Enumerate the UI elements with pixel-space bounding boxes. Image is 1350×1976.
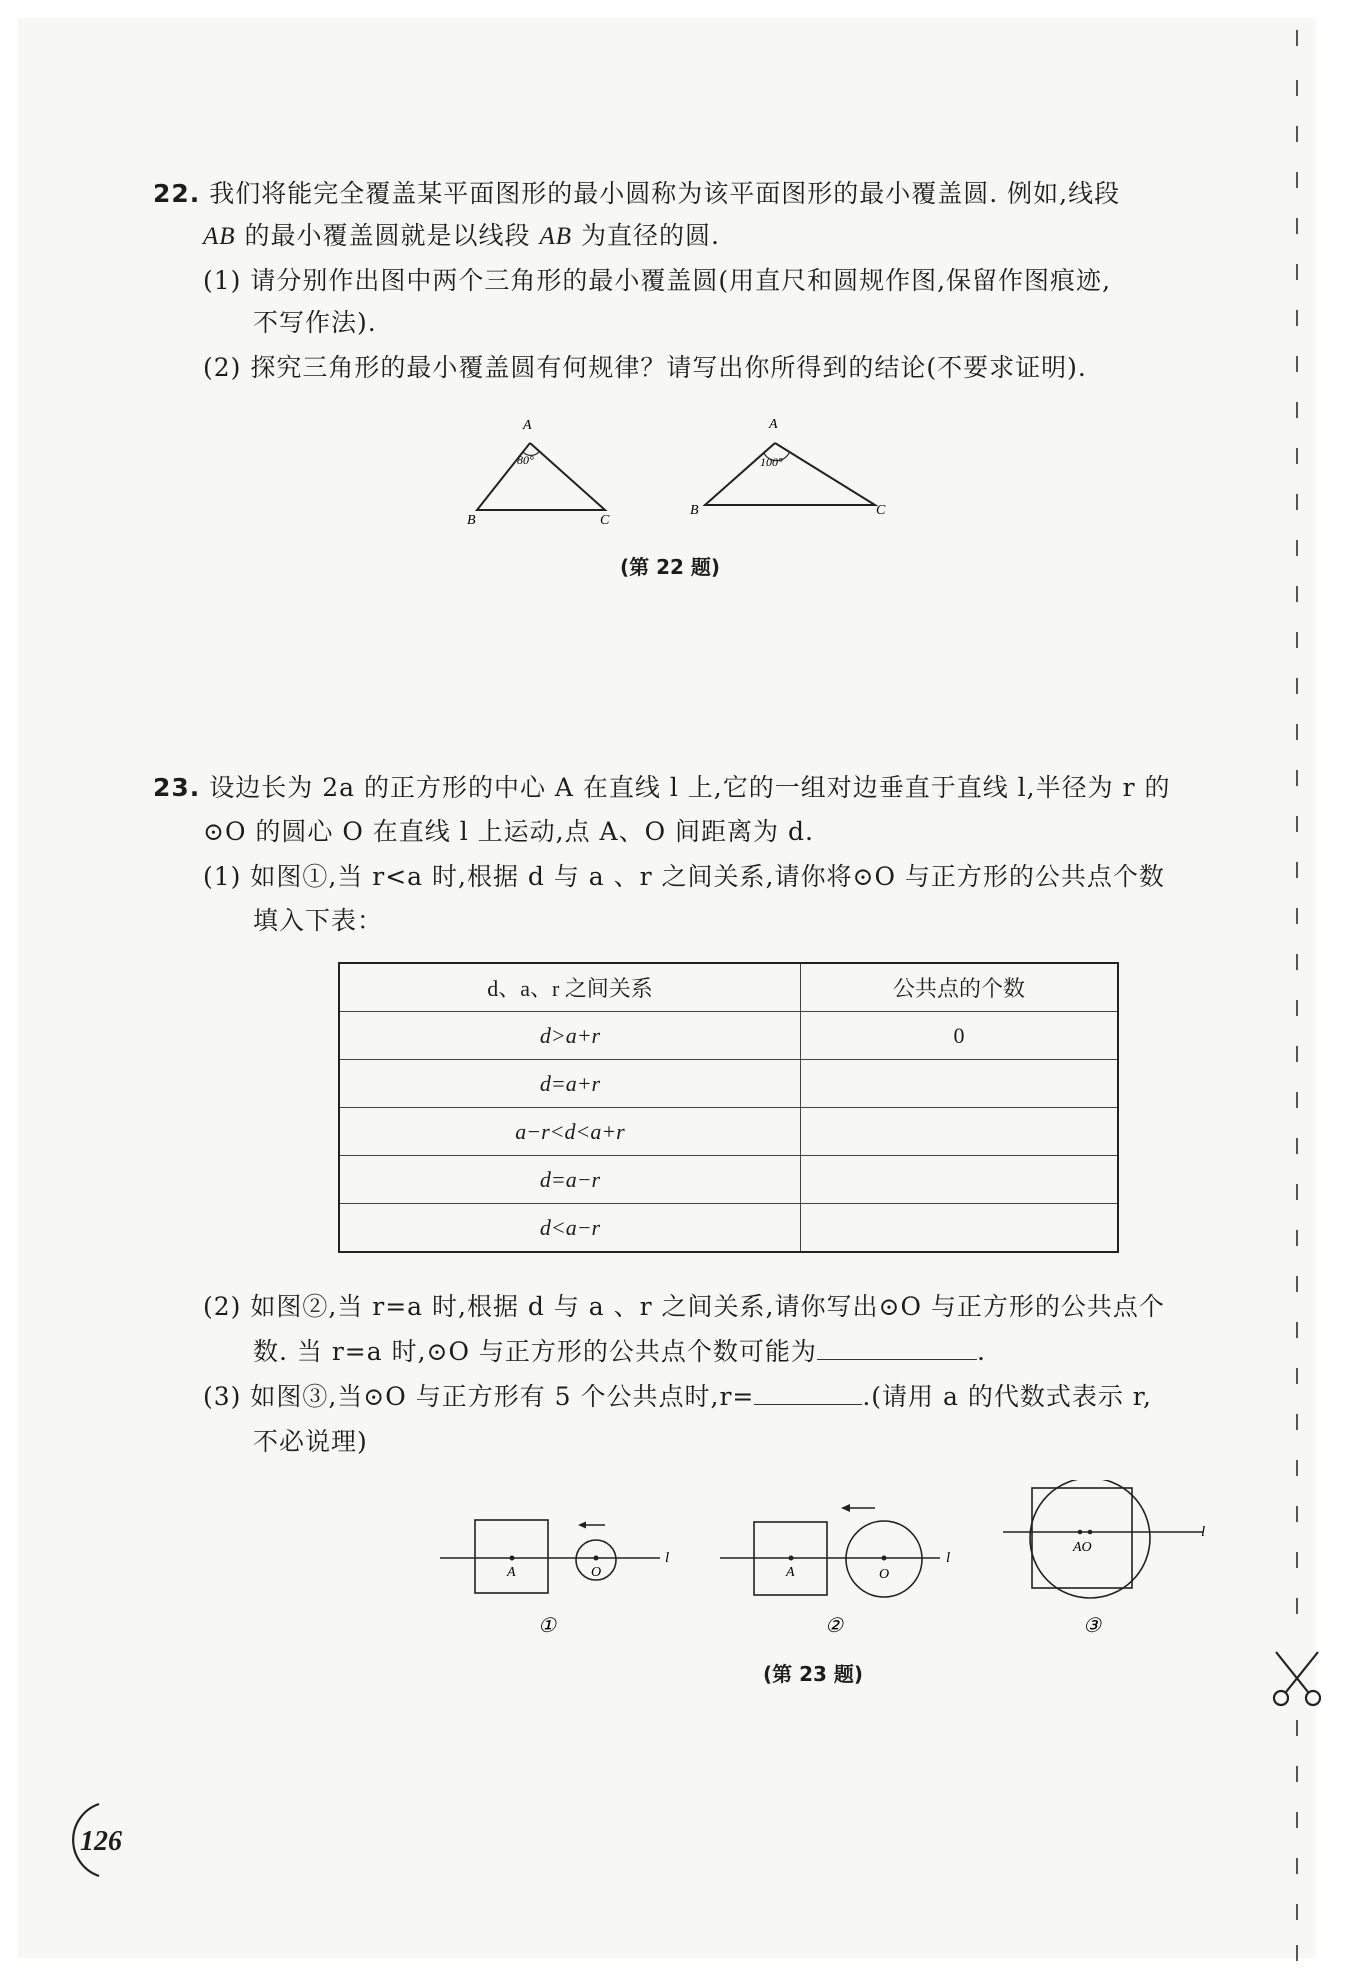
tri2-label-B: B (690, 503, 699, 518)
page-number: 126 (80, 1826, 122, 1857)
svg-text:l: l (1201, 1524, 1206, 1540)
table-cell-count[interactable]: 0 (801, 1012, 1119, 1060)
table-row (339, 1012, 1118, 1060)
table-cell-count[interactable] (801, 1060, 1119, 1108)
table-row (339, 1156, 1118, 1204)
svg-text:l: l (946, 1550, 951, 1566)
svg-text:A: A (786, 1565, 795, 1580)
relation-table (338, 962, 1119, 1253)
q23-figures (435, 1480, 1215, 1640)
tri1-label-C: C (600, 513, 610, 528)
tri1-label-A: A (523, 418, 532, 433)
q22-part1-line2: 不写作法). (253, 308, 377, 337)
table-cell-relation: d=a+r (339, 1060, 801, 1108)
table-cell-count[interactable] (801, 1108, 1119, 1156)
q23-part1-line2: 填入下表： (253, 906, 384, 935)
tri2-angle: 100° (760, 455, 783, 469)
table-cell-relation: d<a−r (339, 1204, 801, 1253)
table-cell-count[interactable] (801, 1156, 1119, 1204)
table-header-relation: d、a、r 之间关系 (339, 963, 801, 1012)
q22-figure (460, 410, 900, 540)
arrow-left-icon (578, 1522, 586, 1529)
tri1-label-B: B (467, 513, 476, 528)
q23-part1-line1: (1) 如图①,当 r<a 时,根据 d 与 a 、r 之间关系,请你将⊙O 与正方形的公共点个数 (203, 862, 1165, 891)
q22-part2: (2) 探究三角形的最小覆盖圆有何规律？请写出你所得到的结论(不要求证明). (203, 353, 1087, 382)
table-header-count: 公共点的个数 (801, 963, 1119, 1012)
table-cell-relation: a−r<d<a+r (339, 1108, 801, 1156)
triangle-80 (467, 418, 610, 528)
table-row (339, 1108, 1118, 1156)
tri2-label-C: C (876, 503, 886, 518)
fig-number-3: ③ (1083, 1615, 1101, 1637)
svg-text:AO: AO (1073, 1540, 1092, 1555)
svg-text:l: l (665, 1550, 670, 1566)
q23-line2: ⊙O 的圆心 O 在直线 l 上运动,点 A、O 间距离为 d. (203, 817, 814, 846)
table-cell-count[interactable] (801, 1204, 1119, 1253)
tri2-label-A: A (769, 417, 778, 432)
q23-caption: (第 23 题) (763, 1662, 864, 1686)
q23-part3-line2: 不必说理) (253, 1427, 368, 1456)
table-cell-relation: d>a+r (339, 1012, 801, 1060)
q22-line2: AB 的最小覆盖圆就是以线段 AB 为直径的圆. (203, 221, 720, 250)
answer-blank-count[interactable] (817, 1359, 977, 1360)
q23-part3-line1: (3) 如图③,当⊙O 与正方形有 5 个公共点时,r= .(请用 a 的代数式表示 r, (203, 1382, 1152, 1411)
svg-text:A: A (507, 1565, 516, 1580)
q23-part2-line2: 数. 当 r=a 时,⊙O 与正方形的公共点个数可能为 . (253, 1337, 986, 1366)
arrow-left-icon (841, 1504, 850, 1512)
figure-1 (440, 1520, 669, 1637)
table-cell-relation: d=a−r (339, 1156, 801, 1204)
q23-line1: 23. 设边长为 2a 的正方形的中心 A 在直线 l 上,它的一组对边垂直于直线 l,半径为 r 的 (153, 773, 1171, 802)
figure-3 (1003, 1480, 1205, 1637)
fig-number-1: ① (538, 1615, 556, 1637)
scissors-icon (1268, 1648, 1326, 1708)
svg-text:O: O (591, 1565, 602, 1580)
q22-caption: (第 22 题) (620, 555, 721, 579)
triangle-100 (690, 417, 886, 518)
tri1-angle: 80° (517, 453, 534, 467)
table-row (339, 1060, 1118, 1108)
q23-part2-line1: (2) 如图②,当 r=a 时,根据 d 与 a 、r 之间关系,请你写出⊙O 与正方形的公共点个 (203, 1292, 1165, 1321)
fig-number-2: ② (825, 1615, 843, 1637)
answer-blank-r[interactable] (754, 1404, 862, 1405)
table-row (339, 1204, 1118, 1253)
svg-text:O: O (879, 1567, 890, 1582)
q22-part1-line1: (1) 请分别作出图中两个三角形的最小覆盖圆(用直尺和圆规作图,保留作图痕迹, (203, 266, 1112, 295)
table-header-row (339, 963, 1118, 1012)
figure-2 (720, 1504, 950, 1637)
q22-line1: 22. 我们将能完全覆盖某平面图形的最小圆称为该平面图形的最小覆盖圆. 例如,线段 (153, 179, 1121, 208)
